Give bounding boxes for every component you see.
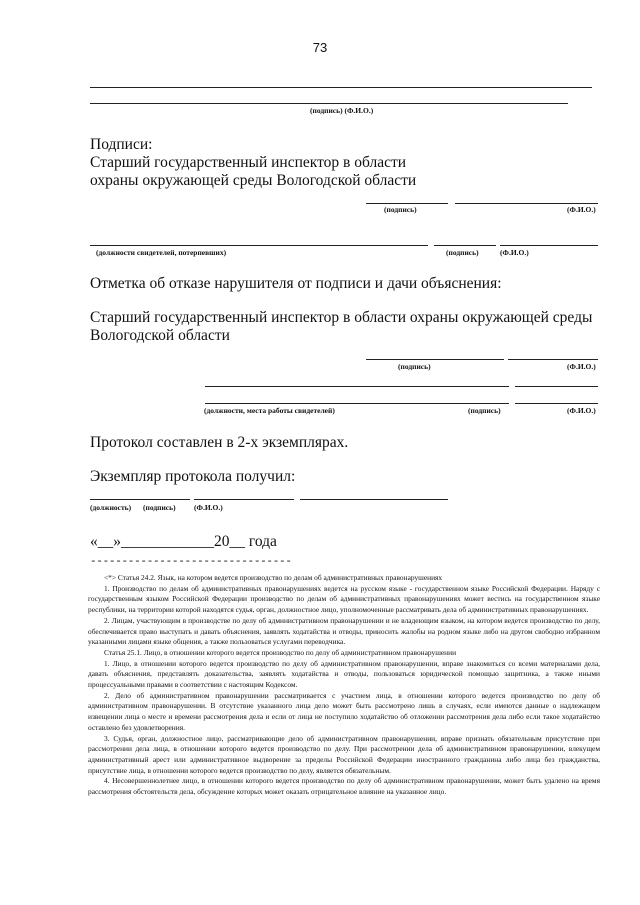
top-line-1 [90, 87, 592, 88]
protocol-received: Экземпляр протокола получил: [90, 468, 296, 485]
signatures-heading: Подписи: [90, 136, 153, 153]
date-close-quote: » [113, 533, 121, 550]
date-month-blank: ____________ [121, 533, 214, 550]
refusal-witness-line-2a [205, 403, 509, 404]
witness-position-line [90, 245, 428, 246]
footnote-art-25-1-p2: 2. Дело об административном правонарушении рассматривается с участием лица, в отношении которого ведется производство по делу об административном правонарушении. В отсутствие указанного лица дело может быть рассмотрено лишь в случаях, если имеются данные о надлежащем извещении лица о месте и времени рассмотрения дела и если от лица не поступило ходатайство об отложении рассмотрения дела либо если такое ходатайство оставлено без удовлетворения. [88, 690, 600, 732]
refusal-sign-caption: (подпись) [398, 362, 431, 371]
received-position-caption: (должность) [90, 503, 132, 512]
received-position-line [90, 499, 190, 500]
witness-fio-line [500, 245, 598, 246]
footnote-art-25-1-p1: 1. Лицо, в отношении которого ведется производство по делу об административном правонарушении, вправе знакомиться со всеми материалами дела, давать объяснения, представлять доказательства, заявлять ходатайства и отводы, пользоваться юридической помощью защитника, а также иными процессуальными правами в соответствии с настоящим Кодексом. [88, 658, 600, 690]
date-year-prefix: 20 [214, 533, 230, 550]
top-line-2 [90, 103, 568, 104]
refusal-inspector-line1: Старший государственный инспектор в области охраны окружающей среды [90, 309, 593, 326]
footnotes [88, 573, 600, 798]
inspector-fio-caption: (Ф.И.О.) [567, 205, 596, 214]
refusal-witness-sign-caption: (подпись) [468, 406, 501, 415]
received-fio-line [300, 499, 448, 500]
refusal-heading: Отметка об отказе нарушителя от подписи и дачи объяснения: [90, 275, 502, 292]
footnote-art-24-2-p2: 2. Лицам, участвующим в производстве по делу об административном правонарушении и не владеющим языком, на котором ведется производство по делу, обеспечивается право выступать и давать объяснения, заявлять ходатайства и отводы, приносить жалобы на родном языке либо на другом свободно избранном указанными лицами языке общения, а также пользоваться услугами переводчика. [88, 615, 600, 647]
footnote-art-24-2-title: <*> Статья 24.2. Язык, на котором ведется производство по делам об административных правонарушениях [104, 573, 443, 582]
refusal-witness-fio-caption: (Ф.И.О.) [567, 406, 596, 415]
footnote-art-25-1-title: Статья 25.1. Лицо, в отношении которого ведется производство по делу об административном правонарушении [104, 647, 457, 657]
witness-sign-line [434, 245, 496, 246]
refusal-witness-line-1a [205, 386, 509, 387]
page-number: 73 [312, 40, 328, 55]
inspector-sign-caption: (подпись) [384, 205, 417, 214]
signatures-inspector-line2: охраны окружающей среды Вологодской области [90, 172, 417, 189]
received-fio-caption: (Ф.И.О.) [194, 503, 223, 512]
date-day-blank: __ [97, 533, 114, 550]
date-year-blank: __ [229, 533, 245, 550]
witness-fio-caption: (Ф.И.О.) [500, 248, 529, 257]
date-line [90, 532, 277, 551]
witness-position-caption: (должности свидетелей, потерпевших) [96, 248, 227, 257]
footnote-art-25-1-p3: 3. Судья, орган, должностное лицо, рассматривающие дело об административном правонарушении, вправе признать обязательным присутствие при рассмотрении дела лица, в отношении которого ведется производство по делу. При рассмотрении дела об административном правонарушении, влекущем административный арест или административное выдворение за пределы Российской Федерации иностранного гражданина либо лица без гражданства, присутствие лица, в отношении которого ведется производство по делу, является обязательным. [88, 733, 600, 775]
inspector-fio-line [455, 203, 598, 204]
inspector-sign-line [366, 203, 448, 204]
footnote-separator: -------------------------------- [90, 556, 292, 568]
date-year-word: года [248, 533, 277, 550]
refusal-sign-line [366, 359, 504, 360]
refusal-witness-line-1b [515, 386, 598, 387]
refusal-witness-position-caption: (должности, места работы свидетелей) [204, 406, 335, 415]
received-sign-line [194, 499, 294, 500]
refusal-fio-caption: (Ф.И.О.) [567, 362, 596, 371]
refusal-witness-line-2b [515, 403, 598, 404]
date-open-quote: « [90, 533, 98, 550]
refusal-fio-line [508, 359, 598, 360]
footnote-art-25-1-p4: 4. Несовершеннолетнее лицо, в отношении которого ведется производство по делу об административном правонарушении, может быть удалено на время рассмотрения обстоятельств дела, обсуждение которых может оказать отрицательное влияние на указанное лицо. [88, 776, 600, 797]
received-sign-caption: (подпись) [143, 503, 176, 512]
protocol-copies: Протокол составлен в 2-х экземплярах. [90, 434, 349, 451]
signatures-inspector-line1: Старший государственный инспектор в области [90, 154, 407, 171]
top-sign-caption: (подпись) (Ф.И.О.) [310, 106, 374, 115]
refusal-inspector-line2: Вологодской области [90, 327, 230, 344]
witness-sign-caption: (подпись) [446, 248, 479, 257]
footnote-art-24-2-p1: 1. Производство по делам об административных правонарушениях ведется на русском языке - государственном языке Российской Федерации. Наряду с государственным языком Российской Федерации производство по делам об административных правонарушениях может вестись на государственном языке республики, на территории которой находятся судья, орган, должностное лицо, уполномоченные рассматривать дела об административных правонарушениях. [88, 583, 600, 615]
